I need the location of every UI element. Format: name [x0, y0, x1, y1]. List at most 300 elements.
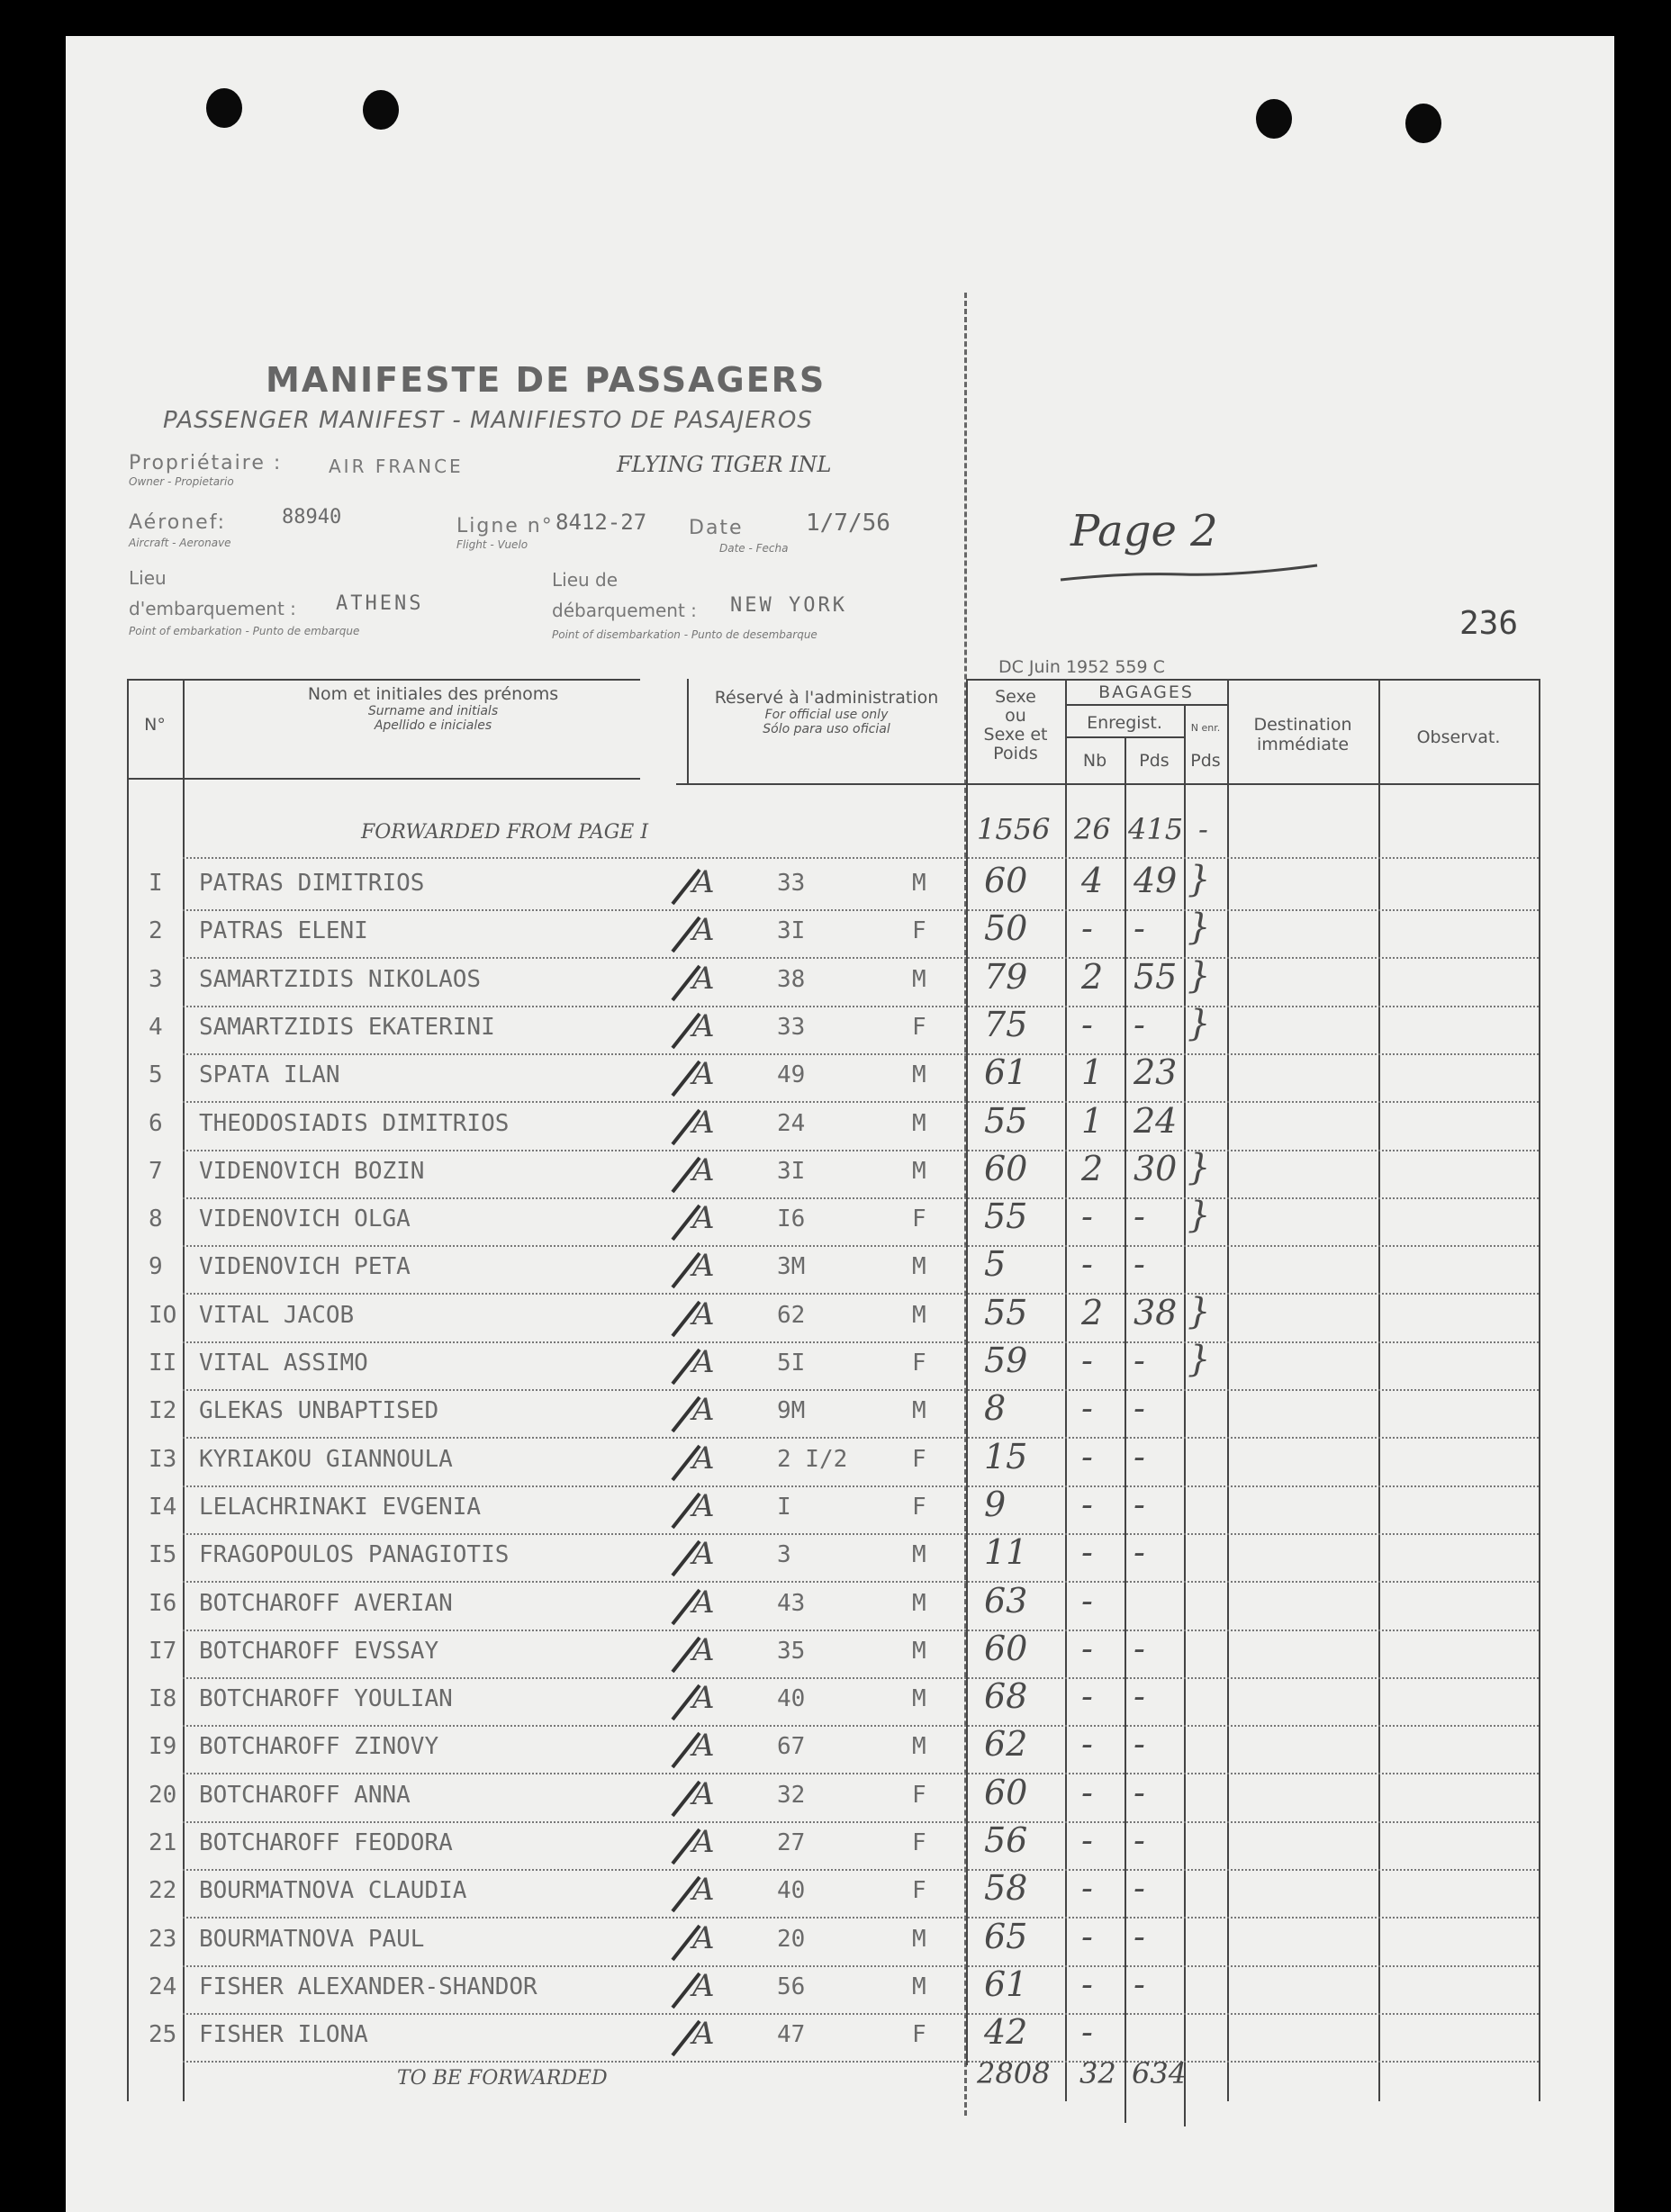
- passenger-sex: M: [912, 1109, 926, 1137]
- passenger-sex: M: [912, 1301, 926, 1329]
- row-number: I: [149, 870, 163, 897]
- date-label: Date: [689, 517, 744, 539]
- passenger-name: FISHER ALEXANDER-SHANDOR: [199, 1973, 537, 2000]
- passenger-name: KYRIAKOU GIANNOULA: [199, 1445, 453, 1473]
- group-brace: }: [1188, 859, 1211, 900]
- date-value: 1/7/56: [806, 510, 890, 537]
- admin-mark: A: [692, 1487, 715, 1524]
- col-no-header: N°: [144, 715, 166, 735]
- check-slash: [669, 1105, 705, 1150]
- baggage-weight: -: [1134, 908, 1145, 949]
- row-divider: [183, 1485, 1539, 1487]
- passenger-name: VIDENOVICH PETA: [199, 1253, 411, 1281]
- check-slash: [669, 1296, 705, 1341]
- col-name-header-fr: Nom et initiales des prénoms: [307, 684, 559, 704]
- disembark-label: Lieu de: [552, 569, 619, 591]
- admin-mark: A: [692, 2016, 715, 2053]
- admin-mark: A: [692, 1056, 715, 1093]
- row-number: II: [149, 1350, 177, 1377]
- col-nenr-pds-header: Pds: [1190, 751, 1221, 771]
- passenger-age: 43: [777, 1589, 806, 1617]
- row-number: I2: [149, 1397, 177, 1425]
- embark-sublabel: Point of embarkation - Punto de embarque: [129, 625, 360, 637]
- row-divider: [183, 1677, 1539, 1679]
- passenger-sex: F: [912, 1781, 926, 1809]
- check-slash: [669, 1680, 705, 1725]
- page-title: MANIFESTE DE PASSAGERS: [266, 360, 826, 400]
- check-slash: [669, 1920, 705, 1965]
- row-divider: [183, 1581, 1539, 1583]
- row-divider: [183, 1533, 1539, 1535]
- passenger-age: 24: [777, 1109, 806, 1137]
- punch-hole: [363, 90, 399, 130]
- row-number: I8: [149, 1685, 177, 1713]
- passenger-weight: 79: [984, 956, 1028, 997]
- col-admin-header-fr: Réservé à l'administration: [714, 688, 939, 708]
- admin-mark: A: [692, 1248, 715, 1285]
- row-divider: [183, 1437, 1539, 1439]
- row-number: 20: [149, 1781, 177, 1809]
- passenger-sex: M: [912, 1589, 926, 1617]
- col-name-header-es: Apellido e iniciales: [374, 718, 492, 733]
- baggage-count: -: [1081, 1724, 1093, 1765]
- baggage-count: -: [1081, 1916, 1093, 1956]
- row-number: 23: [149, 1925, 177, 1953]
- check-slash: [669, 1440, 705, 1485]
- aircraft-sublabel: Aircraft - Aeronave: [129, 537, 231, 549]
- passenger-name: VIDENOVICH OLGA: [199, 1205, 411, 1233]
- passenger-name: THEODOSIADIS DIMITRIOS: [199, 1109, 510, 1137]
- passenger-name: PATRAS ELENI: [199, 917, 368, 945]
- passenger-weight: 60: [984, 1148, 1028, 1188]
- aircraft-label: Aéronef:: [129, 511, 227, 534]
- check-slash: [669, 1536, 705, 1581]
- col-sexe-header-4: Poids: [993, 744, 1038, 763]
- page-subtitle: PASSENGER MANIFEST - MANIFIESTO DE PASAJEROS: [163, 407, 813, 434]
- row-number: 4: [149, 1013, 163, 1041]
- page-handwritten: Page 2: [1070, 506, 1218, 556]
- forwarded-total-nb: 32: [1079, 2056, 1116, 2090]
- passenger-sex: M: [912, 1253, 926, 1281]
- forwarded-weight: 1556: [977, 812, 1051, 846]
- passenger-name: BOTCHAROFF ANNA: [199, 1781, 411, 1809]
- flight-value: 8412-27: [555, 510, 647, 535]
- manifest-table: [127, 679, 1540, 2101]
- col-name-header-en: Surname and initials: [367, 704, 499, 718]
- passenger-name: BOTCHAROFF FEODORA: [199, 1829, 453, 1856]
- check-slash: [669, 2016, 705, 2061]
- date-sublabel: Date - Fecha: [719, 542, 789, 555]
- baggage-count: -: [1081, 1196, 1093, 1237]
- passenger-name: BOTCHAROFF EVSSAY: [199, 1637, 439, 1665]
- passenger-weight: 55: [984, 1196, 1028, 1237]
- col-enregist-header: Enregist.: [1087, 713, 1162, 733]
- passenger-name: BOTCHAROFF AVERIAN: [199, 1589, 453, 1617]
- passenger-weight: 60: [984, 1628, 1028, 1668]
- admin-mark: A: [692, 1296, 715, 1332]
- baggage-count: -: [1081, 1868, 1093, 1909]
- baggage-weight: -: [1134, 1388, 1145, 1429]
- row-number: 24: [149, 1973, 177, 2000]
- passenger-age: 5I: [777, 1350, 806, 1377]
- row-divider: [183, 1917, 1539, 1919]
- row-divider: [183, 1389, 1539, 1391]
- col-admin-header-en: For official use only: [764, 708, 889, 722]
- passenger-weight: 62: [984, 1724, 1028, 1765]
- passenger-weight: 50: [984, 908, 1028, 949]
- forwarded-total-pds: 634: [1132, 2056, 1188, 2090]
- passenger-age: 49: [777, 1061, 806, 1089]
- passenger-age: 33: [777, 870, 806, 897]
- passenger-weight: 60: [984, 1772, 1028, 1812]
- passenger-age: 38: [777, 965, 806, 993]
- passenger-sex: F: [912, 1013, 926, 1041]
- embark-label: Lieu: [129, 567, 167, 589]
- check-slash: [669, 864, 705, 909]
- passenger-name: VIDENOVICH BOZIN: [199, 1157, 425, 1185]
- baggage-count: -: [1081, 1341, 1093, 1380]
- admin-mark: A: [692, 1775, 715, 1812]
- col-sexe-header-1: Sexe: [995, 687, 1036, 707]
- baggage-weight: -: [1134, 1916, 1145, 1956]
- check-slash: [669, 1728, 705, 1773]
- flight-label: Ligne n°: [456, 515, 554, 537]
- admin-mark: A: [692, 1824, 715, 1860]
- passenger-sex: F: [912, 1829, 926, 1856]
- col-bagages-header: BAGAGES: [1098, 682, 1194, 702]
- forwarded-pds: 415: [1128, 812, 1184, 846]
- passenger-sex: F: [912, 1350, 926, 1377]
- passenger-weight: 8: [984, 1388, 1007, 1429]
- row-divider: [183, 1293, 1539, 1295]
- baggage-weight: -: [1134, 1244, 1145, 1285]
- baggage-weight: -: [1134, 1820, 1145, 1860]
- owner-label: Propriétaire :: [129, 452, 283, 474]
- disembark-sublabel: Point of disembarkation - Punto de desembarque: [552, 628, 817, 641]
- row-number: I9: [149, 1733, 177, 1761]
- check-slash: [669, 1344, 705, 1389]
- row-divider: [183, 1341, 1539, 1343]
- passenger-weight: 60: [984, 861, 1028, 900]
- baggage-count: -: [1081, 1244, 1093, 1285]
- baggage-weight: 49: [1134, 861, 1178, 900]
- check-slash: [669, 1488, 705, 1533]
- passenger-age: 9M: [777, 1397, 806, 1425]
- col-destination-header-2: immédiate: [1256, 735, 1350, 754]
- row-number: I3: [149, 1445, 177, 1473]
- aircraft-value: 88940: [282, 506, 342, 528]
- baggage-weight: -: [1134, 1964, 1145, 2004]
- row-divider: [183, 1053, 1539, 1055]
- admin-mark: A: [692, 1200, 715, 1237]
- col-nb-header: Nb: [1082, 751, 1107, 771]
- baggage-weight: -: [1134, 1341, 1145, 1380]
- punch-hole: [1405, 104, 1441, 143]
- baggage-count: -: [1081, 1964, 1093, 2004]
- passenger-name: VITAL JACOB: [199, 1301, 355, 1329]
- punch-hole: [206, 88, 242, 128]
- passenger-weight: 68: [984, 1676, 1028, 1717]
- passenger-weight: 63: [984, 1580, 1028, 1621]
- admin-mark: A: [692, 1584, 715, 1621]
- passenger-age: 3: [777, 1541, 791, 1569]
- col-admin-header-es: Sólo para uso oficial: [763, 722, 890, 736]
- baggage-count: 1: [1081, 1100, 1104, 1141]
- row-divider: [183, 1773, 1539, 1774]
- passenger-sex: F: [912, 1205, 926, 1233]
- admin-mark: A: [692, 1392, 715, 1429]
- passenger-weight: 56: [984, 1820, 1028, 1860]
- row-number: I4: [149, 1493, 177, 1521]
- row-number: 22: [149, 1877, 177, 1905]
- baggage-weight: 24: [1134, 1100, 1178, 1141]
- baggage-count: -: [1081, 1004, 1093, 1044]
- baggage-weight: -: [1134, 1772, 1145, 1812]
- passenger-age: 62: [777, 1301, 806, 1329]
- group-brace: }: [1188, 1002, 1211, 1044]
- passenger-weight: 55: [984, 1292, 1028, 1332]
- col-observ-header: Observat.: [1416, 727, 1501, 747]
- passenger-sex: F: [912, 1445, 926, 1473]
- check-slash: [669, 1056, 705, 1101]
- baggage-count: -: [1081, 1820, 1093, 1860]
- underline-stroke: [1056, 560, 1326, 596]
- admin-mark: A: [692, 1344, 715, 1380]
- admin-mark: A: [692, 1007, 715, 1044]
- passenger-sex: M: [912, 1733, 926, 1761]
- check-slash: [669, 1824, 705, 1869]
- passenger-sex: M: [912, 1685, 926, 1713]
- check-slash: [669, 961, 705, 1006]
- row-number: I7: [149, 1637, 177, 1665]
- check-slash: [669, 1872, 705, 1917]
- admin-mark: A: [692, 912, 715, 949]
- baggage-count: 1: [1081, 1052, 1104, 1093]
- passenger-age: 20: [777, 1925, 806, 1953]
- forwarded-total-weight: 2808: [977, 2056, 1051, 2090]
- passenger-sex: F: [912, 917, 926, 945]
- row-divider: [183, 1150, 1539, 1151]
- row-divider: [183, 1965, 1539, 1967]
- passenger-weight: 58: [984, 1868, 1028, 1909]
- owner-sublabel: Owner - Propietario: [129, 475, 234, 488]
- passenger-age: 33: [777, 1013, 806, 1041]
- baggage-count: 2: [1081, 1148, 1104, 1188]
- check-slash: [669, 1152, 705, 1197]
- row-divider: [183, 1725, 1539, 1727]
- owner-handwritten: FLYING TIGER INL: [617, 452, 832, 477]
- passenger-name: BOURMATNOVA CLAUDIA: [199, 1877, 467, 1905]
- row-divider: [183, 1245, 1539, 1247]
- admin-mark: A: [692, 1440, 715, 1476]
- row-divider: [183, 2061, 1539, 2063]
- embark-label: d'embarquement :: [129, 598, 296, 619]
- passenger-weight: 55: [984, 1100, 1028, 1141]
- punch-hole: [1256, 99, 1292, 139]
- baggage-count: -: [1081, 1628, 1093, 1668]
- passenger-weight: 75: [984, 1004, 1028, 1044]
- check-slash: [669, 912, 705, 957]
- passenger-name: BOTCHAROFF YOULIAN: [199, 1685, 453, 1713]
- passenger-sex: M: [912, 1541, 926, 1569]
- forwarded-nb: 26: [1074, 812, 1111, 846]
- baggage-weight: -: [1134, 1676, 1145, 1717]
- row-divider: [183, 1821, 1539, 1823]
- group-brace: }: [1188, 954, 1211, 997]
- manifest-sheet: [66, 36, 1614, 2212]
- group-brace: }: [1188, 1339, 1211, 1380]
- baggage-count: -: [1081, 1676, 1093, 1717]
- admin-mark: A: [692, 1151, 715, 1188]
- baggage-weight: -: [1134, 1724, 1145, 1765]
- col-admin-header: [687, 688, 966, 736]
- owner-value: AIR FRANCE: [329, 456, 464, 477]
- row-divider: [183, 957, 1539, 959]
- row-number: 2: [149, 917, 163, 945]
- col-sexe-header-2: ou: [1005, 706, 1026, 726]
- baggage-count: -: [1081, 1532, 1093, 1573]
- row-divider: [183, 1869, 1539, 1871]
- passenger-weight: 11: [984, 1532, 1028, 1573]
- passenger-age: I: [777, 1493, 791, 1521]
- admin-mark: A: [692, 1919, 715, 1956]
- baggage-count: 4: [1081, 861, 1104, 900]
- disembark-value: NEW YORK: [730, 594, 847, 617]
- page-number: 236: [1459, 605, 1519, 642]
- passenger-sex: F: [912, 1493, 926, 1521]
- row-number: 21: [149, 1829, 177, 1856]
- admin-mark: A: [692, 1680, 715, 1717]
- passenger-name: FRAGOPOULOS PANAGIOTIS: [199, 1541, 510, 1569]
- baggage-count: -: [1081, 908, 1093, 949]
- row-number: 8: [149, 1205, 163, 1233]
- passenger-age: 40: [777, 1877, 806, 1905]
- row-divider: [183, 1101, 1539, 1103]
- check-slash: [669, 1392, 705, 1437]
- baggage-weight: -: [1134, 1532, 1145, 1573]
- col-pds-header: Pds: [1139, 751, 1170, 771]
- group-brace: }: [1188, 1290, 1211, 1332]
- baggage-weight: -: [1134, 1484, 1145, 1524]
- passenger-sex: F: [912, 1877, 926, 1905]
- baggage-weight: -: [1134, 1436, 1145, 1476]
- baggage-count: -: [1081, 1388, 1093, 1429]
- passenger-name: FISHER ILONA: [199, 2021, 368, 2049]
- passenger-weight: 42: [984, 2012, 1028, 2053]
- passenger-name: BOURMATNOVA PAUL: [199, 1925, 425, 1953]
- admin-mark: A: [692, 1104, 715, 1141]
- row-number: 3: [149, 965, 163, 993]
- baggage-weight: -: [1134, 1196, 1145, 1237]
- passenger-age: 3I: [777, 917, 806, 945]
- col-name-header: [199, 684, 667, 733]
- passenger-name: SAMARTZIDIS NIKOLAOS: [199, 965, 482, 993]
- baggage-count: -: [1081, 1484, 1093, 1524]
- baggage-count: 2: [1081, 956, 1104, 997]
- passenger-age: 3M: [777, 1253, 806, 1281]
- admin-mark: A: [692, 1536, 715, 1573]
- passenger-sex: M: [912, 1061, 926, 1089]
- baggage-count: -: [1081, 2012, 1093, 2053]
- passenger-age: 40: [777, 1685, 806, 1713]
- passenger-name: BOTCHAROFF ZINOVY: [199, 1733, 439, 1761]
- passenger-weight: 15: [984, 1436, 1028, 1476]
- passenger-name: VITAL ASSIMO: [199, 1350, 368, 1377]
- col-sexe-header-3: Sexe et: [983, 725, 1048, 745]
- baggage-weight: -: [1134, 1868, 1145, 1909]
- check-slash: [669, 1632, 705, 1677]
- form-code: DC Juin 1952 559 C: [998, 657, 1165, 677]
- disembark-label: débarquement :: [552, 600, 697, 621]
- baggage-weight: 30: [1134, 1148, 1178, 1188]
- baggage-weight: 38: [1134, 1292, 1178, 1332]
- col-sexe-header: [966, 688, 1065, 763]
- check-slash: [669, 1585, 705, 1630]
- col-destination-header-1: Destination: [1253, 715, 1352, 735]
- admin-mark: A: [692, 1967, 715, 2004]
- passenger-sex: M: [912, 1925, 926, 1953]
- baggage-weight: -: [1134, 1004, 1145, 1044]
- passenger-weight: 9: [984, 1484, 1007, 1524]
- row-number: IO: [149, 1301, 177, 1329]
- passenger-age: 27: [777, 1829, 806, 1856]
- passenger-age: 56: [777, 1973, 806, 2000]
- admin-mark: A: [692, 1728, 715, 1765]
- passenger-age: 2 I/2: [777, 1445, 848, 1473]
- col-destination-header: [1227, 715, 1378, 754]
- row-number: 9: [149, 1253, 163, 1281]
- baggage-weight: -: [1134, 1628, 1145, 1668]
- admin-mark: A: [692, 1872, 715, 1909]
- row-divider: [183, 1197, 1539, 1199]
- baggage-weight: 55: [1134, 956, 1178, 997]
- row-number: I6: [149, 1589, 177, 1617]
- passenger-sex: F: [912, 2021, 926, 2049]
- baggage-count: -: [1081, 1580, 1093, 1621]
- baggage-count: -: [1081, 1772, 1093, 1812]
- flight-sublabel: Flight - Vuelo: [456, 538, 528, 551]
- passenger-weight: 61: [984, 1052, 1028, 1093]
- forwarded-from-label: FORWARDED FROM PAGE I: [361, 821, 649, 844]
- check-slash: [669, 1968, 705, 2013]
- passenger-sex: M: [912, 1157, 926, 1185]
- row-divider: [183, 909, 1539, 911]
- row-number: 5: [149, 1061, 163, 1089]
- passenger-age: 35: [777, 1637, 806, 1665]
- to-be-forwarded-label: TO BE FORWARDED: [397, 2067, 608, 2090]
- embark-value: ATHENS: [336, 592, 424, 615]
- row-number: I5: [149, 1541, 177, 1569]
- passenger-name: SPATA ILAN: [199, 1061, 340, 1089]
- check-slash: [669, 1248, 705, 1293]
- passenger-sex: M: [912, 1397, 926, 1425]
- group-brace: }: [1188, 907, 1211, 949]
- admin-mark: A: [692, 1631, 715, 1668]
- check-slash: [669, 1776, 705, 1821]
- passenger-weight: 59: [984, 1341, 1028, 1380]
- baggage-weight: 23: [1134, 1052, 1178, 1093]
- passenger-sex: M: [912, 965, 926, 993]
- col-nenr-header: N enr.: [1190, 722, 1221, 734]
- passenger-age: 3I: [777, 1157, 806, 1185]
- row-number: 25: [149, 2021, 177, 2049]
- passenger-name: LELACHRINAKI EVGENIA: [199, 1493, 482, 1521]
- passenger-weight: 65: [984, 1916, 1028, 1956]
- passenger-age: 67: [777, 1733, 806, 1761]
- passenger-name: SAMARTZIDIS EKATERINI: [199, 1013, 495, 1041]
- row-divider: [183, 1006, 1539, 1007]
- passenger-sex: M: [912, 870, 926, 897]
